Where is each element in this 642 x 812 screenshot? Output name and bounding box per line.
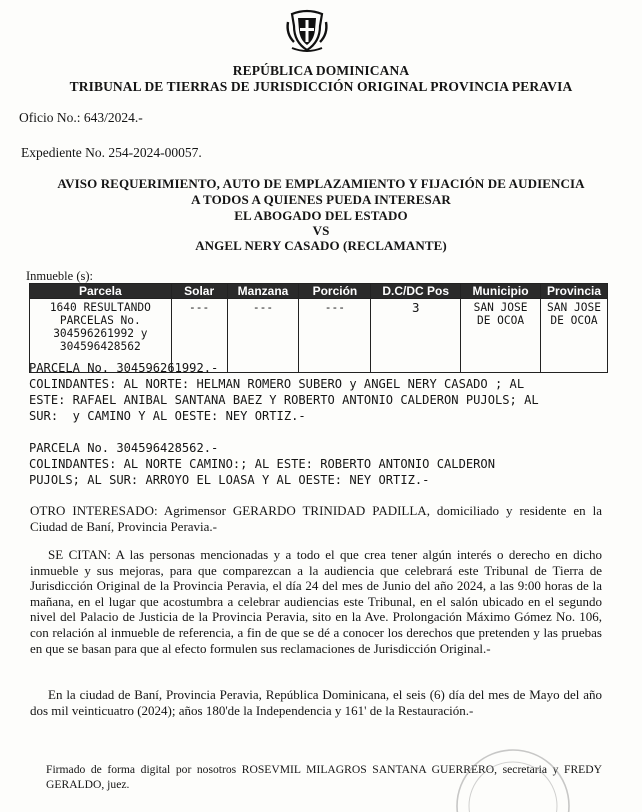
official-stamp xyxy=(448,744,578,812)
coat-of-arms-seal xyxy=(284,8,330,54)
notice-title: AVISO REQUERIMIENTO, AUTO DE EMPLAZAMIENTO Y FIJACIÓN DE AUDIENCIA xyxy=(57,176,585,191)
party-defendant: ANGEL NERY CASADO (RECLAMANTE) xyxy=(195,238,447,253)
party-plaintiff: EL ABOGADO DEL ESTADO xyxy=(234,208,408,223)
column-header: Solar xyxy=(171,284,227,299)
column-header: Provincia xyxy=(541,284,608,299)
parcela-2-title: PARCELA No. 304596428562.- xyxy=(29,441,219,455)
municipio-line: SAN JOSE xyxy=(473,301,528,314)
parcela-1-section xyxy=(29,360,609,424)
oficio-number: Oficio No.: 643/2024.- xyxy=(19,110,143,125)
column-header: Porción xyxy=(299,284,371,299)
parcela-line: 1640 RESULTANDO xyxy=(49,301,151,314)
dc-cell: 3 xyxy=(371,299,461,373)
parcela-1-title: PARCELA No. 304596261992.- xyxy=(29,361,219,375)
date-paragraph: En la ciudad de Baní, Provincia Peravia, República Dominicana, el seis (6) día del mes de Mayo del año dos mil veinticuatro (2024); años 180'de la Independencia y 161' de la Restauración.- xyxy=(30,687,602,718)
signature-note: Firmado de forma digital por nosotros ROSEVMIL MILAGROS SANTANA GUERRERO, secretaria y FREDY GERALDO, juez. xyxy=(46,763,602,791)
municipio-line: DE OCOA xyxy=(476,314,525,327)
parcela-2-line: COLINDANTES: AL NORTE CAMINO:; AL ESTE: ROBERTO ANTONIO CALDERON xyxy=(29,457,495,471)
column-header: Municipio xyxy=(461,284,541,299)
parcela-line: 304596428562 xyxy=(59,340,141,353)
parcela-line: 304596261992 y xyxy=(53,327,148,340)
solar-cell: --- xyxy=(171,299,227,373)
parcela-1-line: ESTE: RAFAEL ANIBAL SANTANA BAEZ Y ROBERTO ANTONIO CALDERON PUJOLS; AL xyxy=(29,393,539,407)
parcela-1-line: COLINDANTES: AL NORTE: HELMAN ROMERO SUBERO y ANGEL NERY CASADO ; AL xyxy=(29,377,525,391)
column-header: Parcela xyxy=(30,284,172,299)
column-header: Manzana xyxy=(227,284,299,299)
otro-interesado-paragraph: OTRO INTERESADO: Agrimensor GERARDO TRINIDAD PADILLA, domiciliado y residente en la Ciudad de Baní, Provincia Peravia.- xyxy=(30,503,602,534)
parcela-line: PARCELAS No. xyxy=(59,314,141,327)
provincia-line: SAN JOSE xyxy=(547,301,601,314)
expediente-number: Expediente No. 254-2024-00057. xyxy=(21,145,202,160)
country-heading: REPÚBLICA DOMINICANA xyxy=(232,63,410,78)
table-header-row xyxy=(30,284,608,299)
parcela-2-line: PUJOLS; AL SUR: ARROYO EL LOASA Y AL OESTE: NEY ORTIZ.- xyxy=(29,473,430,487)
inmueble-label: Inmueble (s): xyxy=(26,269,93,283)
manzana-cell: --- xyxy=(227,299,299,373)
porcion-cell: --- xyxy=(299,299,371,373)
notice-addressee: A TODOS A QUIENES PUEDA INTERESAR xyxy=(191,192,451,207)
provincia-line: DE OCOA xyxy=(550,314,598,327)
column-header: D.C/DC Pos xyxy=(371,284,461,299)
versus-label: VS xyxy=(312,223,330,238)
parcela-2-section xyxy=(29,440,609,488)
se-citan-paragraph: SE CITAN: A las personas mencionadas y a todo el que crea tener algún interés o derecho en dicho inmueble y sus mejoras, para que comparezcan a la audiencia que celebrará este Tribunal de Tierra de Jurisdicción Original de la Provincia Peravia, el día 24 del mes de Junio del año 2024, a las 9:00 horas de la mañana, en el lugar que acostumbra a celebrar audiencias este Tribunal, en el salón ubicado en el segundo nivel del Palacio de Justicia de la Provincia Peravia, sito en la Ave. Prolongación Máximo Gómez No. 106, con relación al inmueble de referencia, a fin de que se dé a conocer los derechos que pretenden y las pruebas en que se basan para que al efecto formulen sus reclamaciones de Jurisdicción Original.- xyxy=(30,547,602,656)
court-heading: TRIBUNAL DE TIERRAS DE JURISDICCIÓN ORIGINAL PROVINCIA PERAVIA xyxy=(69,79,573,94)
parcela-1-line: SUR: y CAMINO Y AL OESTE: NEY ORTIZ.- xyxy=(29,409,306,423)
